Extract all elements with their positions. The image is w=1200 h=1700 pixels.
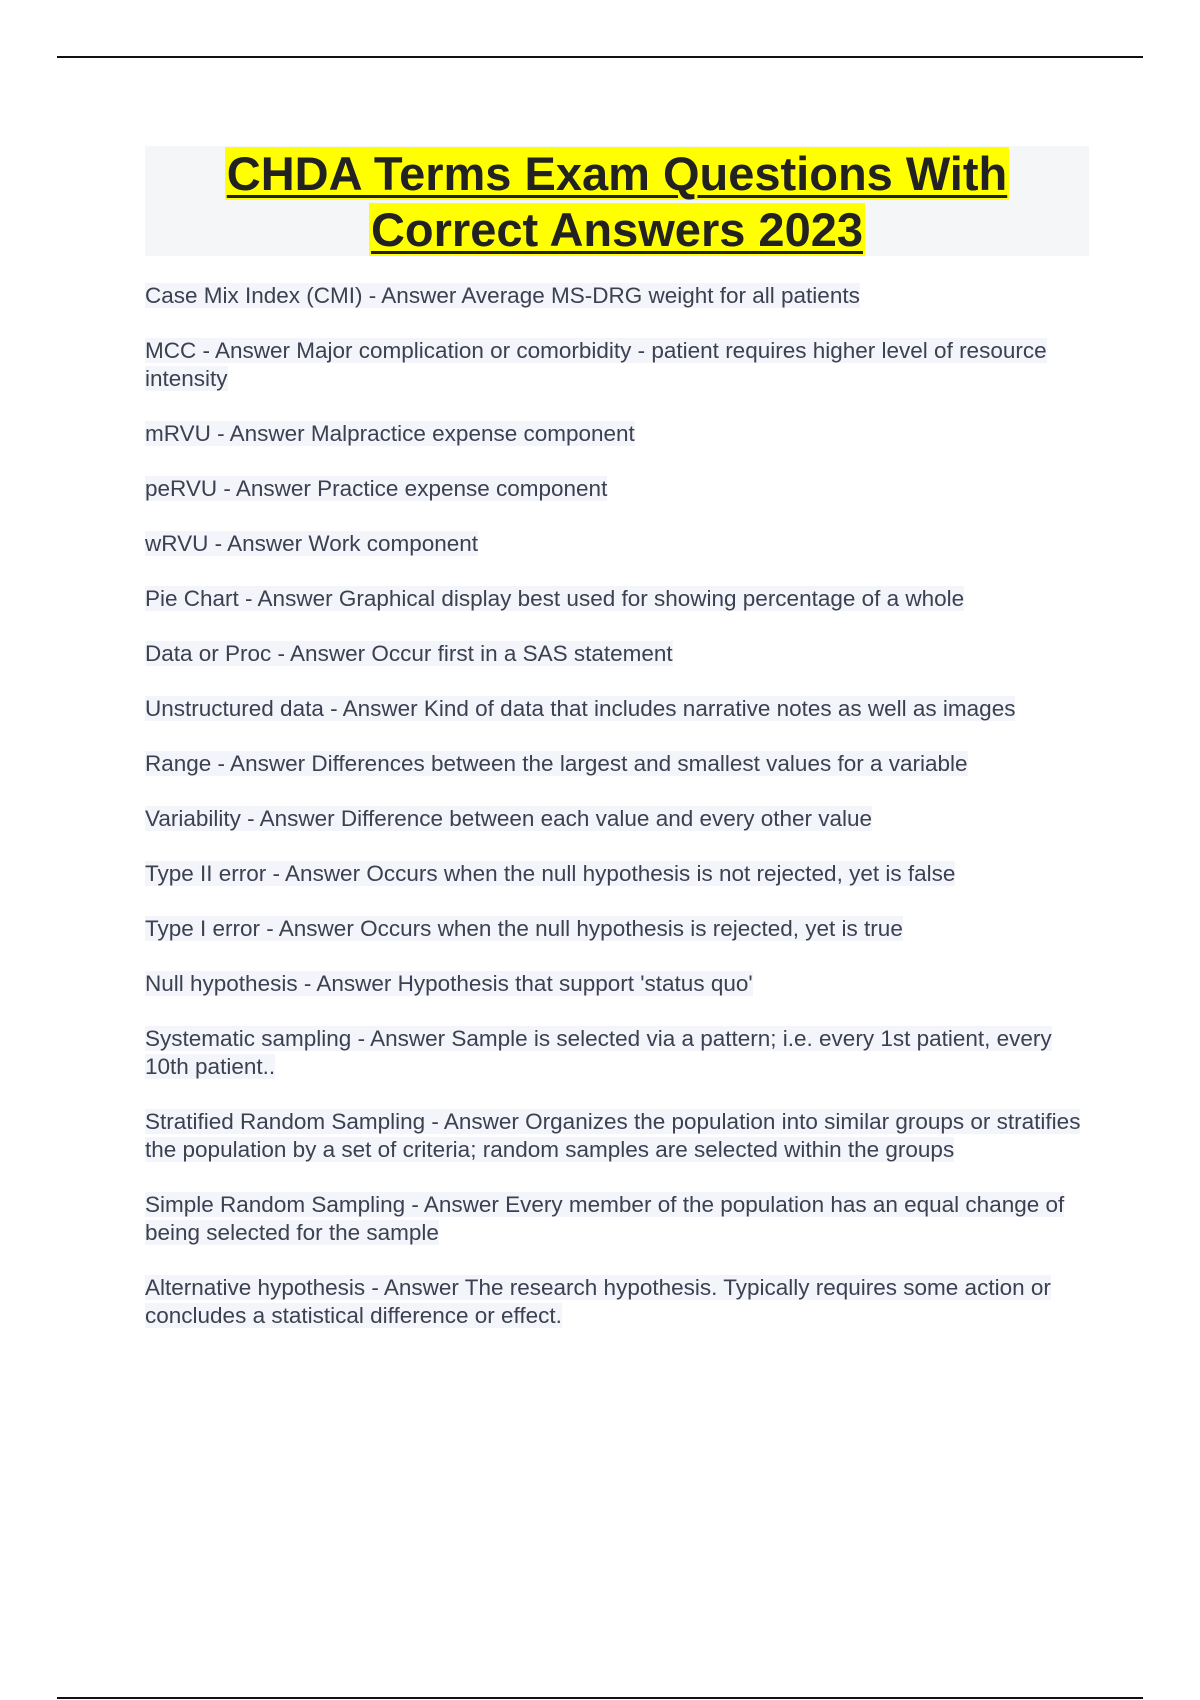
term-entry: Range - Answer Differences between the largest and smallest values for a variable (145, 751, 968, 776)
term-entry: Data or Proc - Answer Occur first in a SAS statement (145, 641, 673, 666)
term-entry: Alternative hypothesis - Answer The research hypothesis. Typically requires some action or concludes a statistical difference or effect. (145, 1275, 1051, 1328)
title-block (145, 146, 1089, 256)
term-entry: Stratified Random Sampling - Answer Organizes the population into similar groups or stratifies the population by a set of criteria; random samples are selected within the groups (145, 1109, 1081, 1162)
term-entry: peRVU - Answer Practice expense component (145, 476, 608, 501)
term-entry: Null hypothesis - Answer Hypothesis that support 'status quo' (145, 971, 753, 996)
term-entry: mRVU - Answer Malpractice expense component (145, 421, 635, 446)
term-entry: Variability - Answer Difference between each value and every other value (145, 806, 873, 831)
term-entry: Type I error - Answer Occurs when the null hypothesis is rejected, yet is true (145, 916, 903, 941)
term-entry: Pie Chart - Answer Graphical display best used for showing percentage of a whole (145, 586, 965, 611)
top-divider (57, 56, 1143, 58)
term-entry: MCC - Answer Major complication or comorbidity - patient requires higher level of resource intensity (145, 338, 1047, 391)
page-title-line-1: CHDA Terms Exam Questions With (226, 147, 1008, 200)
term-entry: wRVU - Answer Work component (145, 531, 479, 556)
term-entry: Type II error - Answer Occurs when the null hypothesis is not rejected, yet is false (145, 861, 956, 886)
term-entry: Systematic sampling - Answer Sample is selected via a pattern; i.e. every 1st patient, every 10th patient.. (145, 1026, 1052, 1079)
term-entry: Unstructured data - Answer Kind of data that includes narrative notes as well as images (145, 696, 1016, 721)
term-entry: Simple Random Sampling - Answer Every member of the population has an equal change of being selected for the sample (145, 1192, 1065, 1245)
page-title-line-2: Correct Answers 2023 (370, 203, 863, 256)
terms-list (145, 282, 1090, 1357)
term-entry: Case Mix Index (CMI) - Answer Average MS-DRG weight for all patients (145, 283, 860, 308)
bottom-divider (57, 1697, 1143, 1699)
